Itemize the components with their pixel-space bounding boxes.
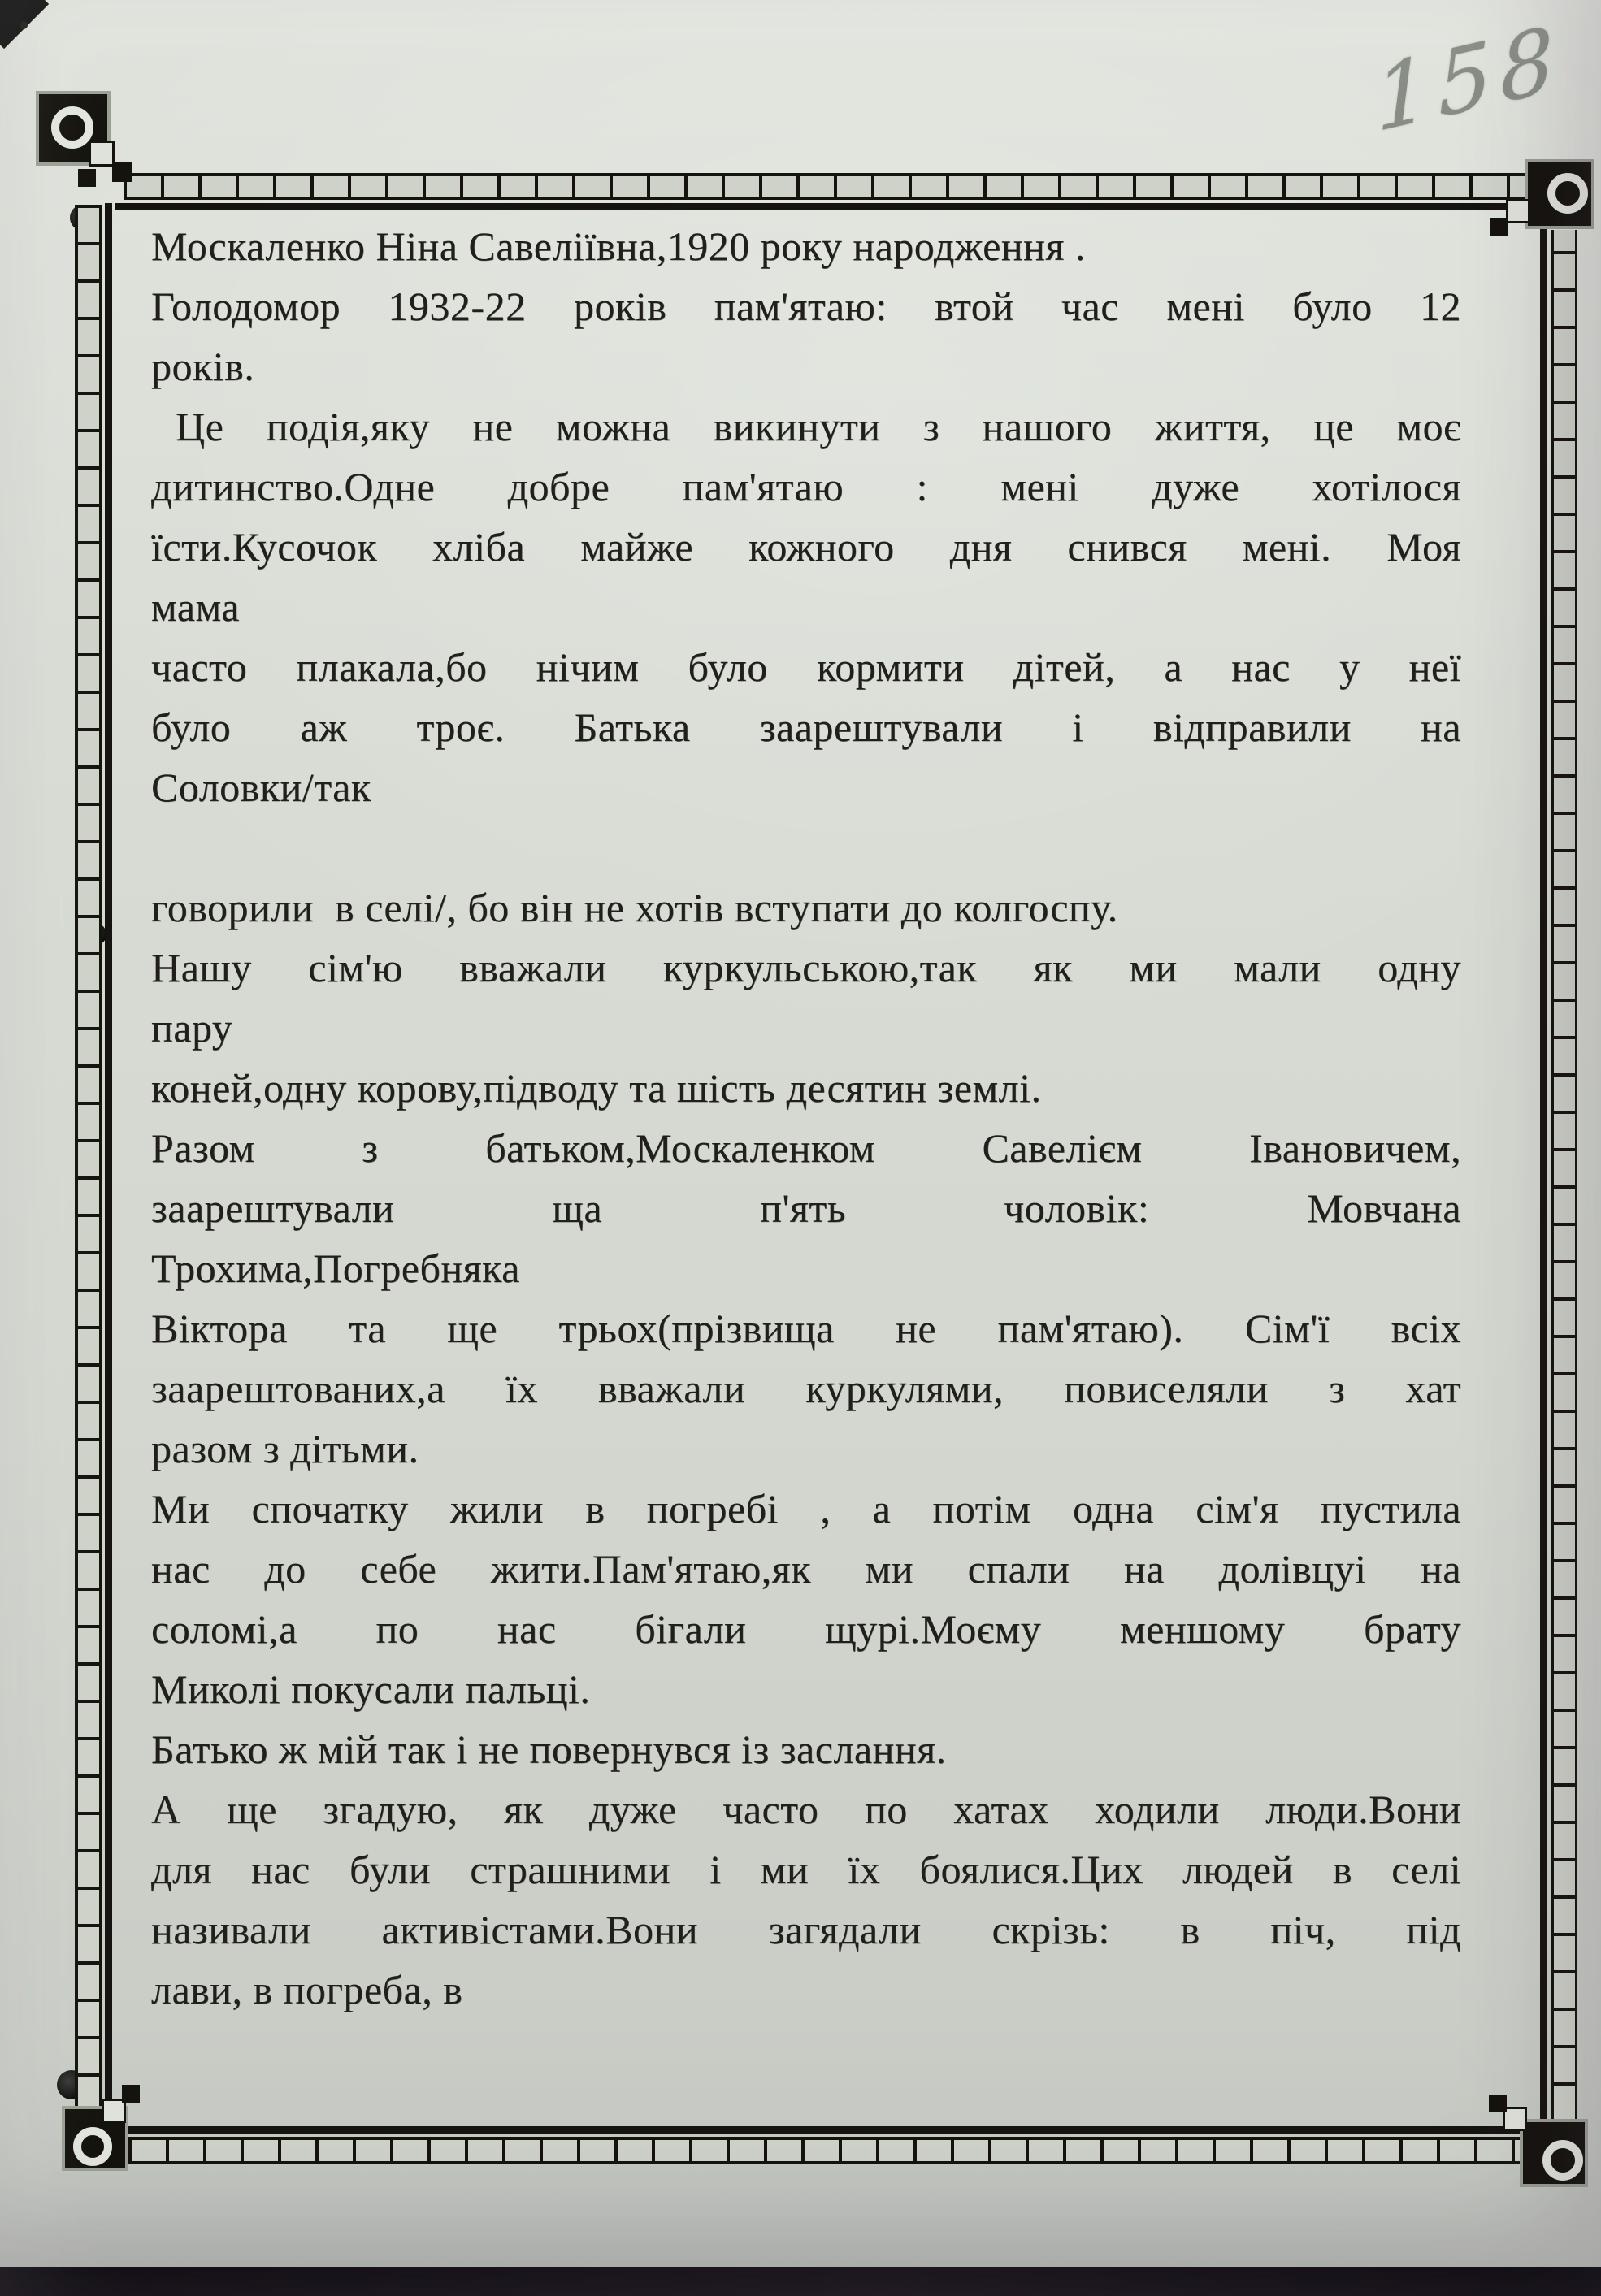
- text-line-12: говорили в селі/, бо він не хотів вступати до колгоспу.: [151, 885, 1118, 930]
- text-line-11: [151, 817, 1461, 877]
- corner-ornament-top-right: [1528, 162, 1591, 226]
- ring-icon: [1542, 2140, 1583, 2181]
- text-line-7: мама: [151, 584, 240, 630]
- border-top-line: [115, 203, 1539, 210]
- text-line-3: років.: [151, 344, 255, 389]
- text-line-27: А ще згадую, як дуже часто по хатах ходили люди.Вони: [151, 1787, 1461, 1832]
- border-bottom-line: [122, 2126, 1533, 2134]
- text-line-2: Голодомор 1932-22 років пам'ятаю: втой час мені було 12: [151, 284, 1461, 329]
- text-line-23: нас до себе жити.Пам'ятаю,як ми спали на долівцуі на: [151, 1546, 1461, 1592]
- document-body: [151, 216, 1461, 2020]
- corner-checker-square: [122, 2085, 140, 2103]
- text-line-5: дитинство.Одне добре пам'ятаю : мені дуже хотілося: [151, 464, 1461, 509]
- border-right-line: [1540, 228, 1547, 2125]
- corner-checker-square: [112, 162, 132, 182]
- ring-icon: [73, 2127, 112, 2166]
- corner-checker-square: [1490, 218, 1508, 236]
- text-line-9: було аж троє. Батька заарештували і відправили на: [151, 704, 1461, 750]
- text-line-14: пару: [151, 1005, 233, 1051]
- corner-checker-square: [91, 143, 112, 164]
- corner-checker-square: [104, 2101, 124, 2121]
- text-line-17: заарештували ща п'ять чоловік: Мовчана: [151, 1185, 1461, 1231]
- text-line-8: часто плакала,бо нічим було кормити дітей, а нас у неї: [151, 644, 1461, 690]
- text-line-21: разом з дітьми.: [151, 1426, 419, 1471]
- corner-ornament-bottom-right: [1523, 2122, 1585, 2184]
- corner-checker-square: [1508, 201, 1528, 221]
- text-line-1: Москаленко Ніна Савеліївна,1920 року народження .: [151, 223, 1086, 269]
- text-line-15: коней,одну корову,підводу та шість десятин землі.: [151, 1065, 1042, 1111]
- text-line-18: Трохима,Погребняка: [151, 1245, 520, 1291]
- border-right-ladder: [1551, 230, 1577, 2123]
- ink-speck: [20, 21, 28, 29]
- border-left-line: [105, 203, 112, 2121]
- text-line-25: Миколі покусали пальці.: [151, 1666, 591, 1712]
- border-left-ladder: [75, 205, 102, 2114]
- text-line-16: Разом з батьком,Москаленком Савелієм Івановичем,: [151, 1125, 1461, 1171]
- text-line-19: Віктора та ще трьох(прізвища не пам'ятаю). Сім'ї всіх: [151, 1306, 1461, 1351]
- text-line-22: Ми спочатку жили в погребі , а потім одна сім'я пустила: [151, 1486, 1461, 1531]
- ring-icon: [51, 106, 93, 149]
- text-line-4: Це подія,яку не можна викинути з нашого життя, це моє: [176, 404, 1461, 449]
- text-line-28: для нас були страшними і ми їх боялися.Цих людей в селі: [151, 1847, 1461, 1892]
- text-line-6: їсти.Кусочок хліба майже кожного дня снився мені. Моя: [151, 524, 1461, 570]
- scan-edge-shadow: [0, 2267, 1601, 2296]
- text-line-26: Батько ж мій так і не повернувся із заслання.: [151, 1726, 947, 1772]
- text-line-13: Нашу сім'ю вважали куркульською,так як ми мали одну: [151, 945, 1461, 990]
- text-line-30: лави, в погреба, в: [151, 1967, 463, 2012]
- corner-checker-square: [1505, 2109, 1525, 2129]
- ring-icon: [1547, 173, 1588, 214]
- corner-checker-square: [1489, 2095, 1507, 2112]
- text-line-20: заарештованих,а їх вважали куркулями, повиселяли з хат: [151, 1366, 1461, 1411]
- border-top-ladder: [124, 173, 1534, 200]
- corner-checker-square: [78, 169, 96, 187]
- text-line-24: соломі,а по нас бігали щурі.Моєму меншому брату: [151, 1606, 1461, 1652]
- text-line-10: Соловки/так: [151, 765, 371, 810]
- border-bottom-ladder: [128, 2137, 1528, 2164]
- text-line-29: називали активістами.Вони загядали скрізь: в піч, під: [151, 1907, 1461, 1952]
- handwritten-page-number: 158: [1372, 6, 1565, 153]
